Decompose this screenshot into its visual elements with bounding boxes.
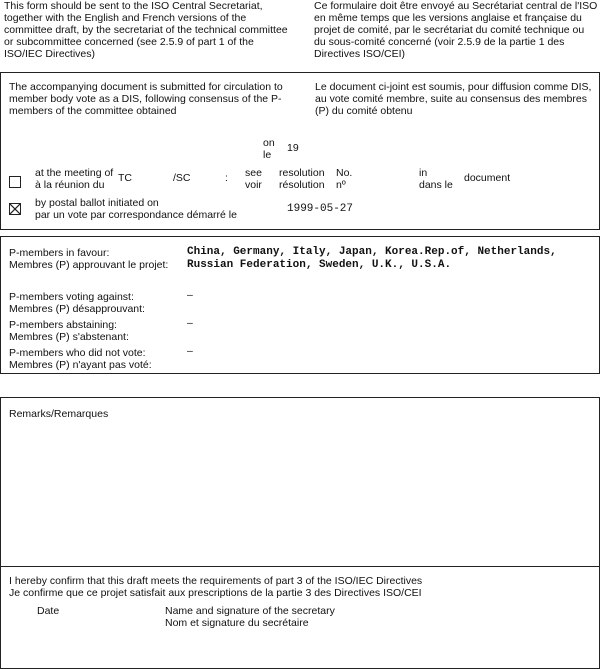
colon-label: : xyxy=(225,172,228,184)
favour-label: P-members in favour: Membres (P) approuvant le projet: xyxy=(9,247,169,271)
abstain-value: – xyxy=(187,317,193,329)
intro-english: This form should be sent to the ISO Central Secretariat, together with the English and French versions of the committee draft, by the secretariat of the technical committee or subcommittee concerned (see 2.5.9 of part 1 of the ISO/IEC Directives) xyxy=(4,0,288,60)
abstain-label: P-members abstaining: Membres (P) s'abstenant: xyxy=(9,319,129,343)
against-value: – xyxy=(187,289,193,301)
against-label: P-members voting against: Membres (P) désapprouvant: xyxy=(9,291,145,315)
postal-ballot-checkbox[interactable] xyxy=(9,203,21,215)
favour-value: China, Germany, Italy, Japan, Korea.Rep.of, Netherlands, Russian Federation, Sweden, U.K., U.S.A. xyxy=(187,246,557,271)
novote-value: – xyxy=(187,345,193,357)
tc-label: TC xyxy=(118,172,132,184)
sc-label: /SC xyxy=(173,172,191,184)
postal-ballot-date: 1999-05-27 xyxy=(287,203,354,215)
remarks-box xyxy=(0,397,600,567)
document-label: document xyxy=(464,172,511,184)
circulation-french: Le document ci-joint est soumis, pour diffusion comme DIS, au vote comité membre, suite au consensus des membres (P) du comité obtenu xyxy=(315,81,592,117)
see-voir-label: see voir xyxy=(245,167,262,191)
in-dans-label: in dans le xyxy=(419,167,453,191)
confirm-french: Je confirme que ce projet satisfait aux prescriptions de la partie 3 des Directives ISO/CEI xyxy=(9,587,422,599)
confirm-english: I hereby confirm that this draft meets the requirements of part 3 of the ISO/IEC Directives xyxy=(9,575,423,587)
circulation-english: The accompanying document is submitted for circulation to member body vote as a DIS, following consensus of the P-members of the committee obtained xyxy=(9,81,283,117)
intro-french: Ce formulaire doit être envoyé au Secrétariat central de l'ISO en même temps que les versions anglaise et française du projet de comité, par le secrétariat du comité technique ou du sous-comité concerné (voir 2.5.9 de la partie 1 des Directives ISO/CEI) xyxy=(314,0,598,60)
check-x-icon xyxy=(10,204,20,214)
date-label: Date xyxy=(37,605,60,617)
meeting-label: at the meeting of à la réunion du xyxy=(35,167,114,191)
resolution-label: resolution résolution xyxy=(279,167,325,191)
signature-label: Name and signature of the secretary Nom et signature du secrétaire xyxy=(165,605,335,629)
number-label: No. nº xyxy=(336,167,353,191)
remarks-label: Remarks/Remarques xyxy=(9,408,109,420)
circulation-box xyxy=(0,72,600,230)
year-prefix: 19 xyxy=(287,142,299,154)
novote-label: P-members who did not vote: Membres (P) n'ayant pas voté: xyxy=(9,347,152,371)
postal-ballot-label: by postal ballot initiated on par un vote par correspondance démarré le xyxy=(35,197,237,221)
meeting-checkbox[interactable] xyxy=(9,176,21,188)
votes-box xyxy=(0,236,600,374)
confirm-box xyxy=(0,566,600,669)
on-le-label: on le xyxy=(263,137,275,161)
